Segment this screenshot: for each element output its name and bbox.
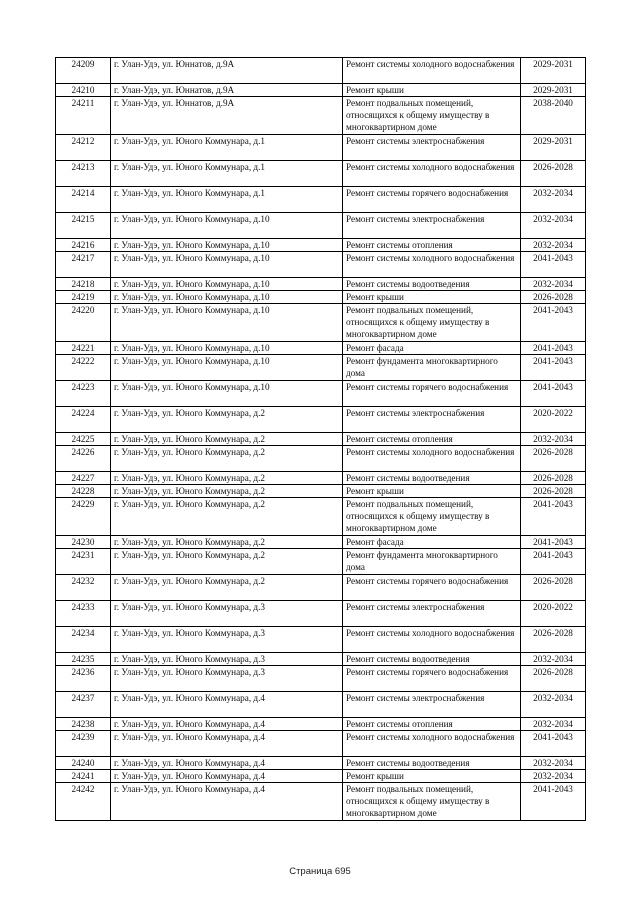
row-address-cell: г. Улан-Удэ, ул. Юннатов, д.9А: [111, 84, 343, 97]
row-work-cell: Ремонт фундамента многоквартирного дома: [343, 355, 521, 381]
row-address-cell: г. Улан-Удэ, ул. Юного Коммунара, д.10: [111, 239, 343, 252]
row-id-cell: 24239: [56, 731, 111, 757]
row-address-cell: г. Улан-Удэ, ул. Юного Коммунара, д.1: [111, 161, 343, 187]
row-id-cell: 24209: [56, 58, 111, 84]
table-row: [56, 433, 586, 446]
row-period-cell: 2020-2022: [521, 407, 586, 433]
row-period-cell: 2032-2034: [521, 653, 586, 666]
row-work-cell: Ремонт подвальных помещений, относящихся к общему имуществу в многоквартирном доме: [343, 304, 521, 342]
table-row: [56, 718, 586, 731]
row-work-cell: Ремонт системы электроснабжения: [343, 407, 521, 433]
row-period-cell: 2026-2028: [521, 627, 586, 653]
row-period-cell: 2032-2034: [521, 239, 586, 252]
row-period-cell: 2041-2043: [521, 381, 586, 407]
row-address-cell: г. Улан-Удэ, ул. Юного Коммунара, д.3: [111, 627, 343, 653]
row-period-cell: 2026-2028: [521, 291, 586, 304]
row-id-cell: 24242: [56, 783, 111, 821]
table-row: [56, 731, 586, 757]
row-id-cell: 24230: [56, 536, 111, 549]
row-work-cell: Ремонт системы водоотведения: [343, 278, 521, 291]
table-row: [56, 536, 586, 549]
table-row: [56, 666, 586, 692]
row-id-cell: 24211: [56, 97, 111, 135]
row-work-cell: Ремонт системы горячего водоснабжения: [343, 666, 521, 692]
row-work-cell: Ремонт крыши: [343, 770, 521, 783]
row-id-cell: 24220: [56, 304, 111, 342]
row-address-cell: г. Улан-Удэ, ул. Юного Коммунара, д.2: [111, 485, 343, 498]
row-id-cell: 24229: [56, 498, 111, 536]
row-id-cell: 24240: [56, 757, 111, 770]
row-work-cell: Ремонт подвальных помещений, относящихся к общему имуществу в многоквартирном доме: [343, 97, 521, 135]
row-address-cell: г. Улан-Удэ, ул. Юннатов, д.9А: [111, 58, 343, 84]
row-address-cell: г. Улан-Удэ, ул. Юного Коммунара, д.4: [111, 731, 343, 757]
row-address-cell: г. Улан-Удэ, ул. Юного Коммунара, д.2: [111, 433, 343, 446]
row-period-cell: 2041-2043: [521, 252, 586, 278]
row-address-cell: г. Улан-Удэ, ул. Юного Коммунара, д.3: [111, 666, 343, 692]
row-id-cell: 24232: [56, 575, 111, 601]
table-row: [56, 498, 586, 536]
row-period-cell: 2026-2028: [521, 472, 586, 485]
row-address-cell: г. Улан-Удэ, ул. Юного Коммунара, д.1: [111, 187, 343, 213]
table-row: [56, 58, 586, 84]
row-address-cell: г. Улан-Удэ, ул. Юного Коммунара, д.2: [111, 498, 343, 536]
row-id-cell: 24215: [56, 213, 111, 239]
table-body: [56, 58, 586, 821]
row-work-cell: Ремонт системы горячего водоснабжения: [343, 575, 521, 601]
table-row: [56, 252, 586, 278]
row-period-cell: 2026-2028: [521, 666, 586, 692]
row-period-cell: 2032-2034: [521, 757, 586, 770]
row-address-cell: г. Улан-Удэ, ул. Юного Коммунара, д.10: [111, 381, 343, 407]
row-work-cell: Ремонт системы водоотведения: [343, 757, 521, 770]
row-work-cell: Ремонт подвальных помещений, относящихся к общему имуществу в многоквартирном доме: [343, 783, 521, 821]
row-work-cell: Ремонт системы водоотведения: [343, 653, 521, 666]
row-id-cell: 24219: [56, 291, 111, 304]
row-address-cell: г. Улан-Удэ, ул. Юного Коммунара, д.3: [111, 601, 343, 627]
table-row: [56, 757, 586, 770]
row-id-cell: 24210: [56, 84, 111, 97]
row-address-cell: г. Улан-Удэ, ул. Юного Коммунара, д.10: [111, 355, 343, 381]
row-period-cell: 2020-2022: [521, 601, 586, 627]
row-id-cell: 24216: [56, 239, 111, 252]
row-address-cell: г. Улан-Удэ, ул. Юного Коммунара, д.10: [111, 252, 343, 278]
row-period-cell: 2041-2043: [521, 342, 586, 355]
row-id-cell: 24214: [56, 187, 111, 213]
table-row: [56, 135, 586, 161]
row-period-cell: 2032-2034: [521, 213, 586, 239]
row-address-cell: г. Улан-Удэ, ул. Юного Коммунара, д.4: [111, 718, 343, 731]
row-period-cell: 2026-2028: [521, 161, 586, 187]
row-address-cell: г. Улан-Удэ, ул. Юного Коммунара, д.2: [111, 575, 343, 601]
table-row: [56, 783, 586, 821]
row-id-cell: 24217: [56, 252, 111, 278]
table-row: [56, 278, 586, 291]
row-id-cell: 24218: [56, 278, 111, 291]
row-work-cell: Ремонт системы холодного водоснабжения: [343, 731, 521, 757]
row-id-cell: 24227: [56, 472, 111, 485]
row-id-cell: 24235: [56, 653, 111, 666]
row-id-cell: 24226: [56, 446, 111, 472]
row-work-cell: Ремонт системы отопления: [343, 433, 521, 446]
row-id-cell: 24238: [56, 718, 111, 731]
table-row: [56, 549, 586, 575]
row-period-cell: 2041-2043: [521, 536, 586, 549]
row-id-cell: 24224: [56, 407, 111, 433]
row-work-cell: Ремонт системы холодного водоснабжения: [343, 161, 521, 187]
row-work-cell: Ремонт системы отопления: [343, 239, 521, 252]
table-row: [56, 291, 586, 304]
row-address-cell: г. Улан-Удэ, ул. Юного Коммунара, д.10: [111, 213, 343, 239]
row-address-cell: г. Улан-Удэ, ул. Юннатов, д.9А: [111, 97, 343, 135]
row-period-cell: 2041-2043: [521, 549, 586, 575]
row-period-cell: 2041-2043: [521, 731, 586, 757]
row-work-cell: Ремонт системы электроснабжения: [343, 213, 521, 239]
row-id-cell: 24228: [56, 485, 111, 498]
row-id-cell: 24221: [56, 342, 111, 355]
row-period-cell: 2026-2028: [521, 485, 586, 498]
row-work-cell: Ремонт системы электроснабжения: [343, 135, 521, 161]
row-work-cell: Ремонт системы холодного водоснабжения: [343, 58, 521, 84]
row-period-cell: 2041-2043: [521, 355, 586, 381]
row-address-cell: г. Улан-Удэ, ул. Юного Коммунара, д.2: [111, 472, 343, 485]
row-id-cell: 24213: [56, 161, 111, 187]
table-row: [56, 692, 586, 718]
row-address-cell: г. Улан-Удэ, ул. Юного Коммунара, д.2: [111, 549, 343, 575]
row-period-cell: 2029-2031: [521, 84, 586, 97]
row-id-cell: 24225: [56, 433, 111, 446]
table-row: [56, 770, 586, 783]
row-id-cell: 24234: [56, 627, 111, 653]
row-id-cell: 24223: [56, 381, 111, 407]
row-work-cell: Ремонт системы холодного водоснабжения: [343, 252, 521, 278]
row-address-cell: г. Улан-Удэ, ул. Юного Коммунара, д.10: [111, 304, 343, 342]
row-work-cell: Ремонт системы холодного водоснабжения: [343, 446, 521, 472]
table-row: [56, 213, 586, 239]
row-address-cell: г. Улан-Удэ, ул. Юного Коммунара, д.10: [111, 342, 343, 355]
row-period-cell: 2032-2034: [521, 718, 586, 731]
row-work-cell: Ремонт фасада: [343, 342, 521, 355]
table-row: [56, 342, 586, 355]
row-period-cell: 2032-2034: [521, 433, 586, 446]
table-row: [56, 239, 586, 252]
table-row: [56, 601, 586, 627]
table-row: [56, 97, 586, 135]
table-row: [56, 575, 586, 601]
page-number: Страница 695: [289, 866, 351, 877]
row-work-cell: Ремонт системы водоотведения: [343, 472, 521, 485]
table-row: [56, 485, 586, 498]
row-id-cell: 24231: [56, 549, 111, 575]
row-period-cell: 2032-2034: [521, 187, 586, 213]
row-work-cell: Ремонт фасада: [343, 536, 521, 549]
table-row: [56, 355, 586, 381]
row-period-cell: 2032-2034: [521, 278, 586, 291]
row-period-cell: 2041-2043: [521, 498, 586, 536]
row-work-cell: Ремонт системы отопления: [343, 718, 521, 731]
row-period-cell: 2026-2028: [521, 575, 586, 601]
row-address-cell: г. Улан-Удэ, ул. Юного Коммунара, д.2: [111, 407, 343, 433]
table-row: [56, 187, 586, 213]
row-period-cell: 2032-2034: [521, 692, 586, 718]
row-id-cell: 24241: [56, 770, 111, 783]
row-period-cell: 2041-2043: [521, 304, 586, 342]
row-work-cell: Ремонт системы холодного водоснабжения: [343, 627, 521, 653]
table-row: [56, 407, 586, 433]
table-row: [56, 304, 586, 342]
row-address-cell: г. Улан-Удэ, ул. Юного Коммунара, д.3: [111, 653, 343, 666]
row-work-cell: Ремонт системы горячего водоснабжения: [343, 187, 521, 213]
row-address-cell: г. Улан-Удэ, ул. Юного Коммунара, д.10: [111, 278, 343, 291]
row-address-cell: г. Улан-Удэ, ул. Юного Коммунара, д.4: [111, 770, 343, 783]
row-address-cell: г. Улан-Удэ, ул. Юного Коммунара, д.4: [111, 757, 343, 770]
row-address-cell: г. Улан-Удэ, ул. Юного Коммунара, д.4: [111, 692, 343, 718]
row-work-cell: Ремонт системы электроснабжения: [343, 601, 521, 627]
row-work-cell: Ремонт системы электроснабжения: [343, 692, 521, 718]
row-address-cell: г. Улан-Удэ, ул. Юного Коммунара, д.1: [111, 135, 343, 161]
row-period-cell: 2029-2031: [521, 58, 586, 84]
row-id-cell: 24233: [56, 601, 111, 627]
row-period-cell: 2029-2031: [521, 135, 586, 161]
table-row: [56, 446, 586, 472]
table-row: [56, 84, 586, 97]
row-period-cell: 2041-2043: [521, 783, 586, 821]
row-work-cell: Ремонт системы горячего водоснабжения: [343, 381, 521, 407]
repair-schedule-table: [55, 57, 586, 821]
row-work-cell: Ремонт крыши: [343, 485, 521, 498]
table-row: [56, 472, 586, 485]
row-work-cell: Ремонт подвальных помещений, относящихся к общему имуществу в многоквартирном доме: [343, 498, 521, 536]
table-row: [56, 161, 586, 187]
table-row: [56, 653, 586, 666]
row-address-cell: г. Улан-Удэ, ул. Юного Коммунара, д.10: [111, 291, 343, 304]
row-work-cell: Ремонт крыши: [343, 291, 521, 304]
row-id-cell: 24236: [56, 666, 111, 692]
row-work-cell: Ремонт фундамента многоквартирного дома: [343, 549, 521, 575]
row-address-cell: г. Улан-Удэ, ул. Юного Коммунара, д.4: [111, 783, 343, 821]
row-period-cell: 2032-2034: [521, 770, 586, 783]
row-id-cell: 24212: [56, 135, 111, 161]
row-address-cell: г. Улан-Удэ, ул. Юного Коммунара, д.2: [111, 536, 343, 549]
table-row: [56, 381, 586, 407]
row-id-cell: 24222: [56, 355, 111, 381]
row-work-cell: Ремонт крыши: [343, 84, 521, 97]
table-row: [56, 627, 586, 653]
row-period-cell: 2026-2028: [521, 446, 586, 472]
row-id-cell: 24237: [56, 692, 111, 718]
row-period-cell: 2038-2040: [521, 97, 586, 135]
row-address-cell: г. Улан-Удэ, ул. Юного Коммунара, д.2: [111, 446, 343, 472]
